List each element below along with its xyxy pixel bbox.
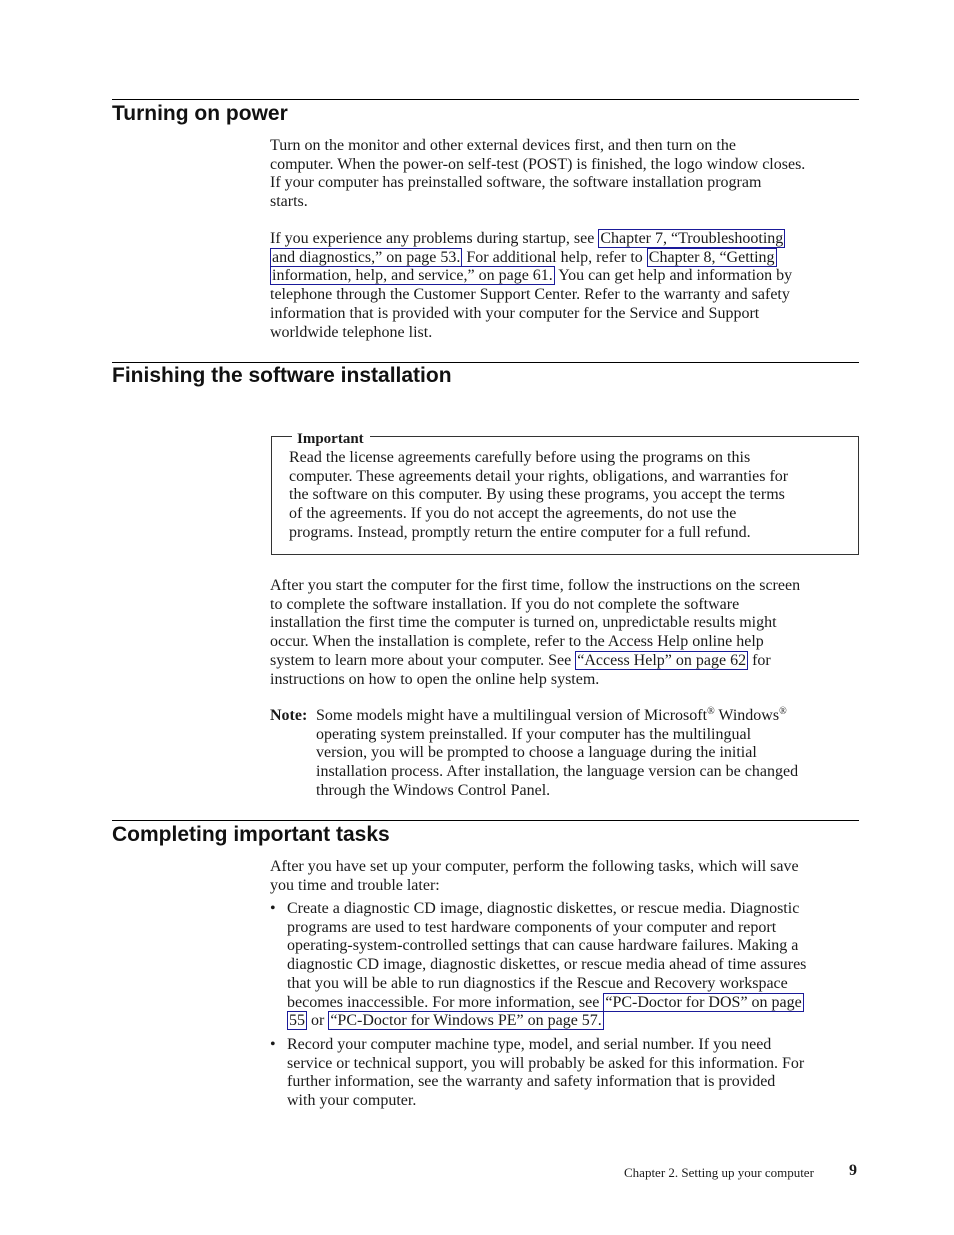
heading-turning-on-power: Turning on power [112, 102, 288, 125]
text-line: worldwide telephone list. [270, 323, 433, 341]
footer-chapter-title: Chapter 2. Setting up your computer [624, 1165, 814, 1180]
text-line: computer. These agreements detail your rights, obligations, and warranties for [289, 467, 789, 485]
text-line: computer. When the power-on self-test (POST) is finished, the logo window closes. [270, 155, 806, 173]
paragraph-power-on [270, 137, 860, 212]
link-pc-doctor-windows-pe[interactable]: “PC-Doctor for Windows PE” on page 57. [330, 1012, 602, 1030]
text-run: system to learn more about your computer. See [270, 651, 576, 669]
text-run: For additional help, refer to [462, 248, 647, 266]
link-access-help[interactable]: “Access Help” on page 62 [577, 651, 747, 669]
text-line: programs. Instead, promptly return the entire computer for a full refund. [289, 523, 751, 541]
important-notice-label: Important [292, 430, 370, 448]
text-line: If your computer has preinstalled software, the software installation program [270, 174, 762, 192]
text-line: diagnostic CD image, diagnostic diskettes, or rescue media ahead of time assures [287, 956, 807, 974]
text-line [270, 267, 860, 286]
text-line: to complete the software installation. If you do not complete the software [270, 595, 740, 613]
link-pc-doctor-dos-cont[interactable]: 55 [289, 1012, 305, 1030]
text-line: you time and trouble later: [270, 876, 440, 894]
text-line: Record your computer machine type, model, and serial number. If you need [287, 1036, 772, 1053]
heading-finishing-software-installation: Finishing the software installation [112, 364, 452, 387]
link-chapter-8-getting-help-cont[interactable]: information, help, and service,” on page 61. [272, 267, 553, 285]
text-line [287, 994, 861, 1013]
bullet-icon: • [270, 1036, 276, 1053]
text-line: After you start the computer for the first time, follow the instructions on the screen [270, 577, 801, 594]
text-line: starts. [270, 193, 308, 211]
text-line: information that is provided with your computer for the Service and Support [270, 304, 760, 322]
text-line: programs are used to test hardware components of your computer and report [287, 918, 777, 936]
text-run: for [748, 651, 771, 669]
text-line: instructions on how to open the online help system. [270, 670, 600, 688]
text-line: telephone through the Customer Support Center. Refer to the warranty and safety [270, 286, 790, 304]
text-line: Read the license agreements carefully before using the programs on this [289, 449, 751, 466]
note-text [316, 707, 856, 801]
paragraph-after-start [270, 577, 860, 689]
text-line: After you have set up your computer, perform the following tasks, which will save [270, 858, 799, 875]
registered-mark: ® [707, 706, 715, 717]
text-line: operating system preinstalled. If your computer has the multilingual [316, 725, 752, 743]
link-chapter-7-troubleshooting-cont[interactable]: and diagnostics,” on page 53. [272, 248, 461, 266]
registered-mark: ® [779, 706, 787, 717]
section-rule-turning-on-power [112, 99, 859, 100]
text-line: occur. When the installation is complete, refer to the Access Help online help [270, 633, 764, 651]
text-line [316, 707, 856, 726]
text-line: service or technical support, you will probably be asked for this information. For [287, 1054, 805, 1072]
heading-completing-important-tasks: Completing important tasks [112, 823, 390, 846]
text-line: version, you will be prompted to choose a language during the initial [316, 744, 757, 762]
text-line: further information, see the warranty and safety information that is provided [287, 1073, 776, 1091]
link-pc-doctor-dos[interactable]: “PC-Doctor for DOS” on page [605, 993, 802, 1011]
text-line: installation the first time the computer is turned on, unpredictable results might [270, 614, 777, 632]
text-run: or [307, 1012, 329, 1030]
text-line: Turn on the monitor and other external devices first, and then turn on the [270, 137, 736, 154]
text-line: the software on this computer. By using these programs, you accept the terms [289, 486, 785, 504]
text-line [270, 249, 860, 268]
text-run: Windows [714, 707, 780, 724]
note-label: Note: [270, 707, 308, 724]
link-chapter-8-getting-help[interactable]: Chapter 8, “Getting [648, 248, 775, 266]
text-line [287, 1012, 861, 1031]
text-line: operating-system-controlled settings that can cause hardware failures. Making a [287, 937, 799, 955]
page-number: 9 [849, 1162, 857, 1179]
important-notice-text [289, 449, 849, 543]
paragraph-startup-problems [270, 230, 860, 342]
text-line [270, 230, 860, 249]
text-line: Create a diagnostic CD image, diagnostic diskettes, or rescue media. Diagnostic [287, 900, 800, 917]
text-line: that you will be able to run diagnostics if the Rescue and Recovery workspace [287, 974, 788, 992]
text-line: through the Windows Control Panel. [316, 781, 551, 799]
list-item-record-machine-type [287, 1036, 861, 1111]
text-line: with your computer. [287, 1092, 417, 1110]
link-chapter-7-troubleshooting[interactable]: Chapter 7, “Troubleshooting [600, 230, 784, 247]
text-line: of the agreements. If you do not accept the agreements, do not use the [289, 505, 737, 523]
paragraph-tasks-intro [270, 858, 860, 895]
text-line: installation process. After installation, the language version can be changed [316, 763, 799, 781]
text-run: becomes inaccessible. For more information, see [287, 993, 604, 1011]
text-line [270, 652, 860, 671]
text-run: Some models might have a multilingual version of Microsoft [316, 707, 708, 724]
section-rule-completing-tasks [112, 820, 859, 821]
text-run: If you experience any problems during startup, see [270, 230, 599, 247]
section-rule-finishing-software [112, 362, 859, 363]
list-item-diagnostic-media [287, 900, 861, 1031]
text-run: You can get help and information by [554, 267, 793, 285]
bullet-icon: • [270, 900, 276, 917]
